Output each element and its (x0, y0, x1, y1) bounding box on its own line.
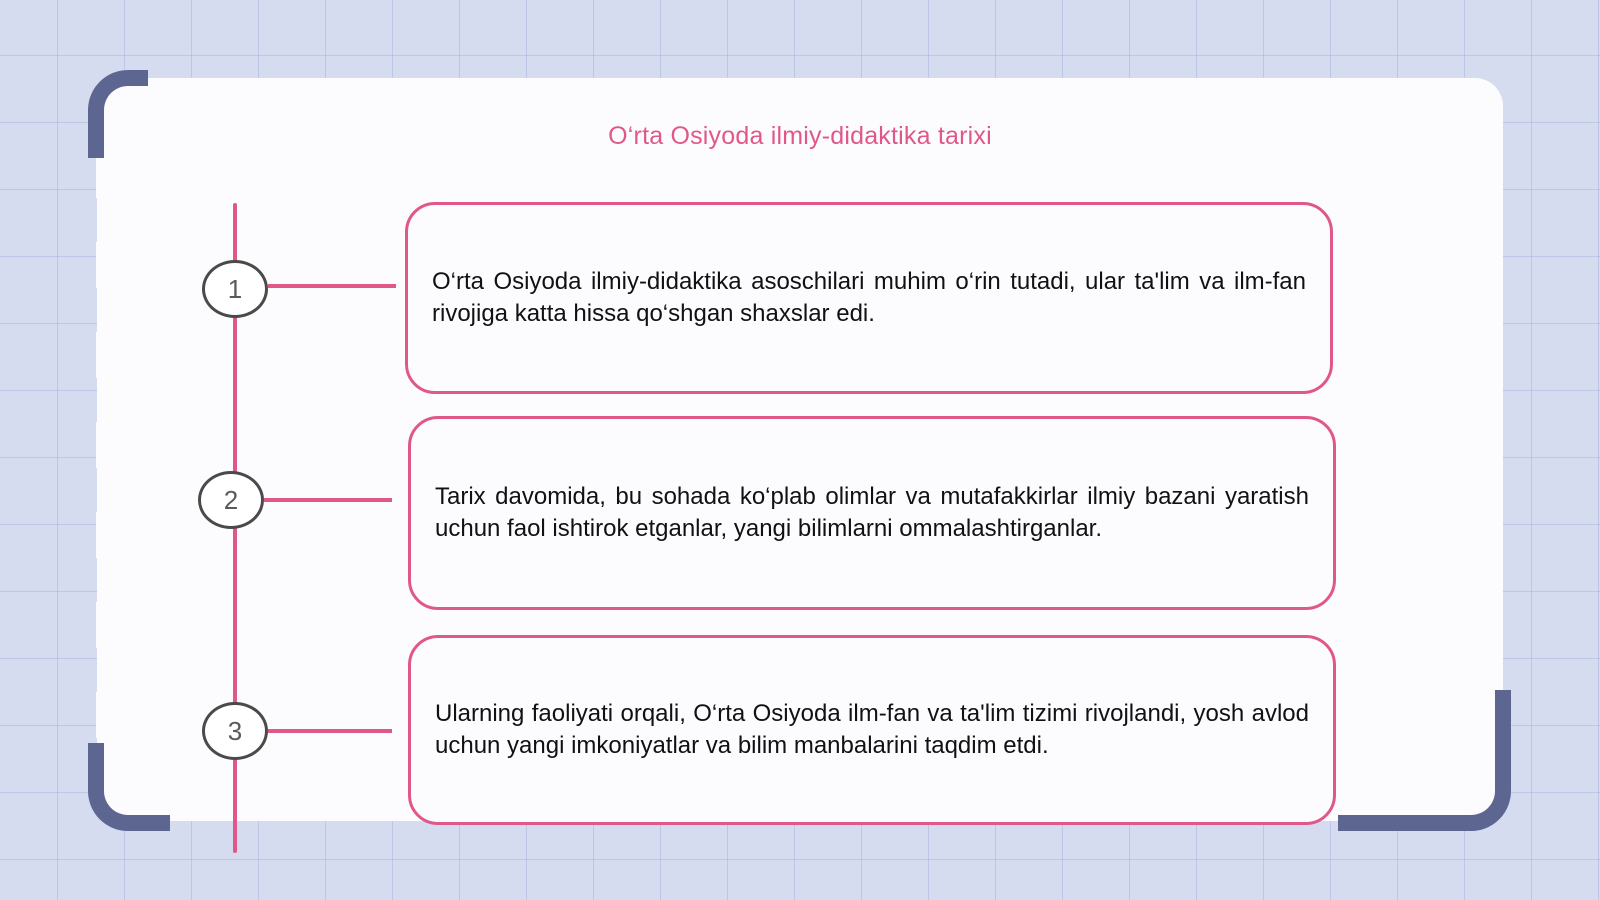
timeline-connector (268, 284, 396, 288)
timeline-connector (264, 498, 392, 502)
content-text-2: Tarix davomida, bu sohada ko‘plab olimlar va mutafakkirlar ilmiy bazani yaratish uchun faol ishtirok etganlar, yangi bilimlarni ommalashtirganlar. (435, 483, 1309, 542)
corner-bracket-top-left (88, 70, 148, 158)
content-text-3: Ularning faoliyati orqali, O‘rta Osiyoda ilm-fan va ta'lim tizimi rivojlandi, yosh avlod uchun yangi imkoniyatlar va bilim manbalarini taqdim etdi. (435, 700, 1309, 759)
corner-bracket-bottom-right (1338, 690, 1511, 831)
content-box-1 (405, 202, 1333, 394)
content-text-1: O‘rta Osiyoda ilmiy-didaktika asoschilari muhim o‘rin tutadi, ular ta'lim va ilm-fan rivojiga katta hissa qo‘shgan shaxslar edi. (432, 268, 1306, 327)
step-number-3: 3 (202, 702, 268, 760)
step-number-1: 1 (202, 260, 268, 318)
step-number-2: 2 (198, 471, 264, 529)
timeline-connector (268, 729, 392, 733)
content-box-3 (408, 635, 1336, 825)
content-box-2 (408, 416, 1336, 610)
corner-bracket-bottom-left (88, 743, 170, 831)
slide-title: O‘rta Osiyoda ilmiy-didaktika tarixi (608, 122, 992, 150)
